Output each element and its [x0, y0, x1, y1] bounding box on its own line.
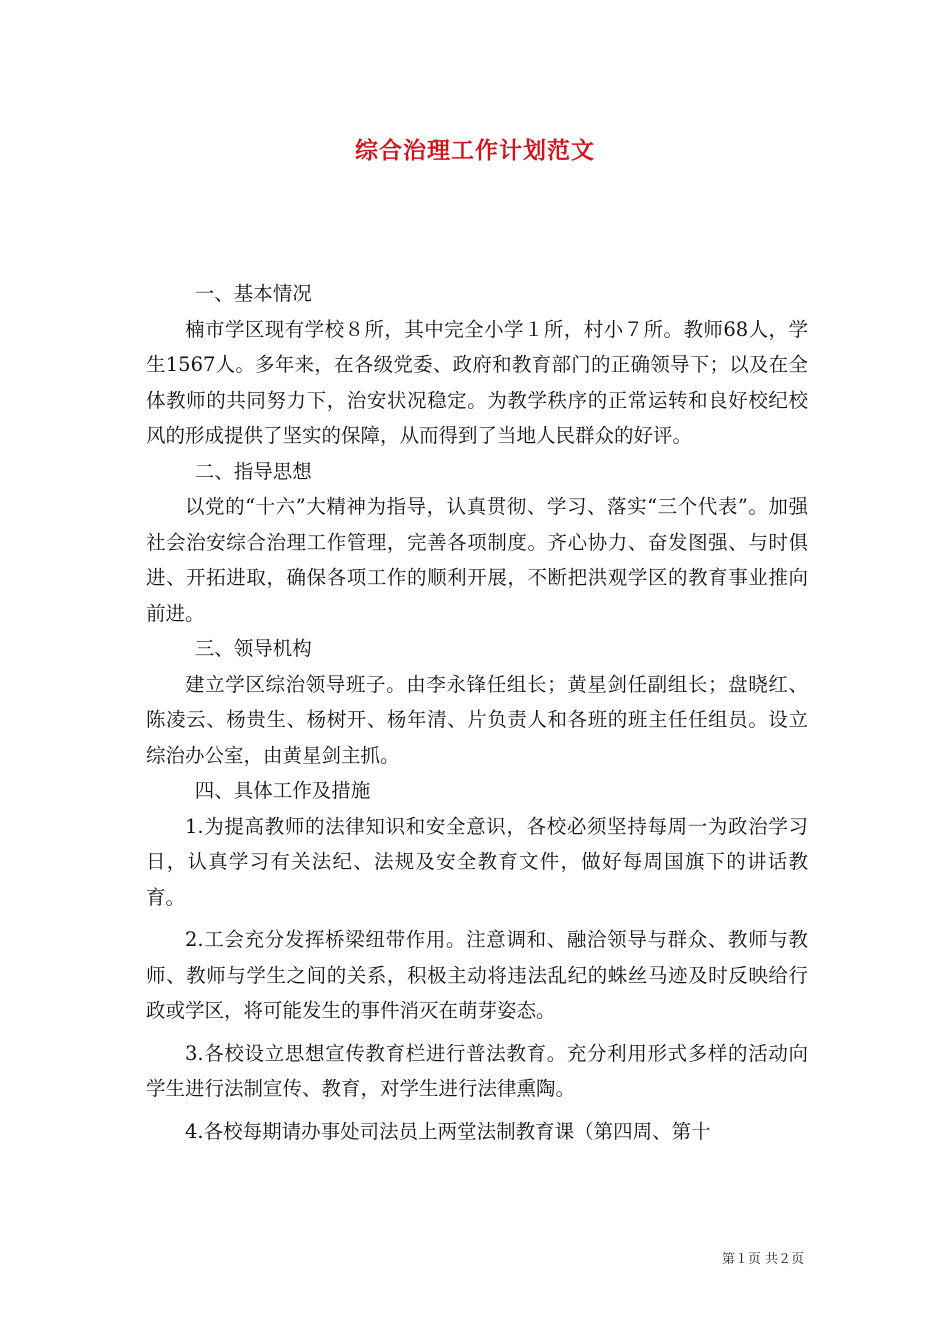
section-heading: 一、基本情况: [194, 282, 312, 305]
paragraph: 以党的“十六”大精神为指导，认真贯彻、学习、落实“三个代表”。加强社会治安综合治理工作管理，完善各项制度。齐心协力、奋发图强、与时俱进、开拓进取，确保各项工作的顺利开展，不断把洪观学区的教育事业推向前进。: [146, 495, 808, 625]
paragraph: 楠市学区现有学校８所，其中完全小学１所，村小７所。教师68人，学生1567人。多年来，在各级党委、政府和教育部门的正确领导下；以及在全体教师的共同努力下，治安状况稳定。为教学秩序的正常运转和良好校纪校风的形成提供了坚实的保障，从而得到了当地人民群众的好评。: [146, 317, 808, 447]
section-heading: 二、指导思想: [194, 459, 312, 483]
paragraph: 3.各校设立思想宣传教育栏进行普法教育。充分利用形式多样的活动向学生进行法制宣传、教育，对学生进行法律熏陶。: [146, 1041, 808, 1100]
document-title: 综合治理工作计划范文: [355, 137, 595, 164]
section-heading: 四、具体工作及措施: [194, 779, 371, 802]
paragraph: 4.各校每期请办事处司法员上两堂法制教育课（第四周、第十: [185, 1119, 711, 1143]
section-heading: 三、领导机构: [194, 637, 312, 660]
paragraph: 1.为提高教师的法律知识和安全意识，各校必须坚持每周一为政治学习日，认真学习有关法纪、法规及安全教育文件，做好每周国旗下的讲话教育。: [146, 814, 808, 909]
paragraph: 2.工会充分发挥桥梁纽带作用。注意调和、融洽领导与群众、教师与教师、教师与学生之间的关系，积极主动将违法乱纪的蛛丝马迹及时反映给行政或学区，将可能发生的事件消灭在萌芽姿态。: [146, 928, 808, 1022]
page-number: 第１页 共２页: [721, 1252, 804, 1267]
document-body: [146, 276, 808, 1149]
paragraph: 建立学区综治领导班子。由李永锋任组长；黄星剑任副组长；盘晓红、陈凌云、杨贵生、杨树开、杨年清、片负责人和各班的班主任任组员。设立综治办公室，由黄星剑主抓。: [146, 672, 808, 767]
